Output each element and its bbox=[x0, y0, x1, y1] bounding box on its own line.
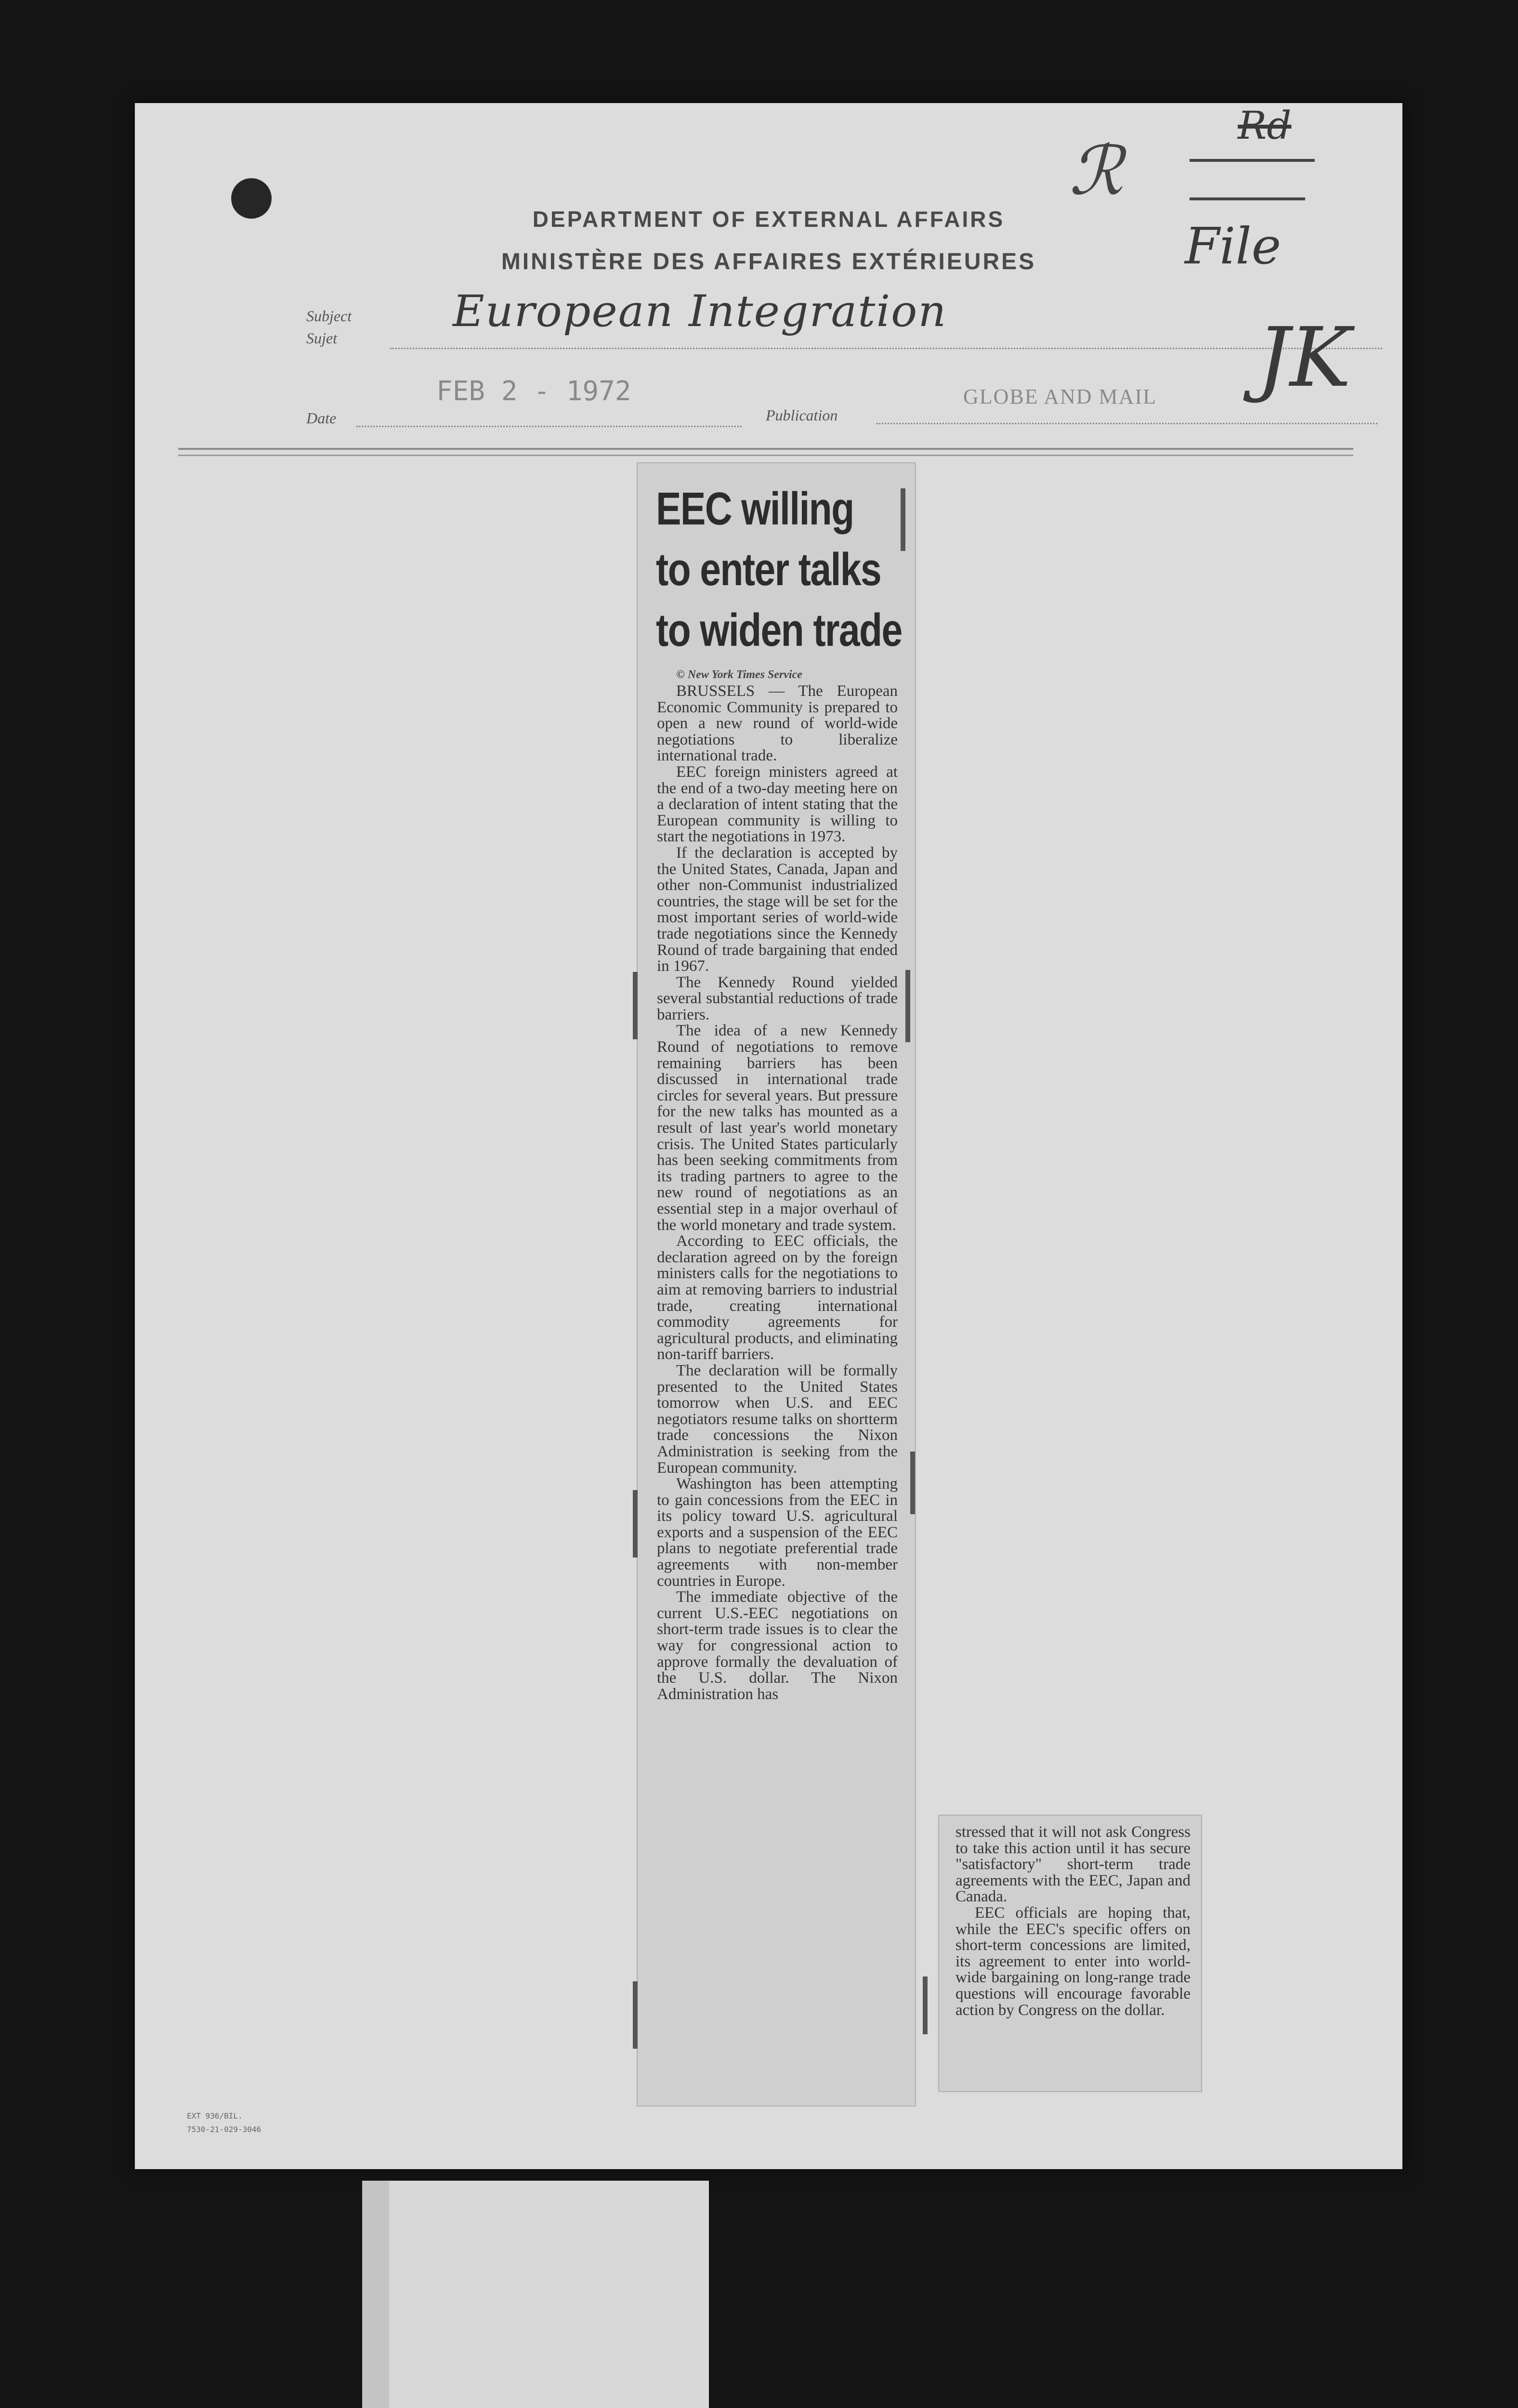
index-card-tab bbox=[362, 2181, 709, 2408]
article-paragraph: Washington has been attempting to gain concessions from the EEC in its policy toward U.S. agricultural exports and a suspension of the EEC plans to negotiate preferential trade agreements with non-member countries in Europe. bbox=[657, 1475, 898, 1590]
publication-value: GLOBE AND MAIL bbox=[963, 385, 1157, 408]
handwritten-note-file: File bbox=[1185, 217, 1282, 275]
form-number-line-1: EXT 936/BIL. bbox=[187, 2111, 243, 2120]
newspaper-clipping-continued bbox=[938, 1815, 1202, 2092]
margin-mark bbox=[901, 488, 905, 551]
margin-mark bbox=[633, 1490, 638, 1557]
article-paragraph: According to EEC officials, the declaration agreed on by the foreign ministers calls for the negotiations to aim at removing barriers to industrial trade, creating international commodity agreements for agricultural products, and eliminating non-tariff barriers. bbox=[657, 1232, 898, 1363]
margin-mark bbox=[923, 1976, 928, 2034]
date-value: FEB 2 - 1972 bbox=[436, 376, 631, 407]
form-number-line-2: 7530-21-029-3046 bbox=[187, 2125, 262, 2134]
publication-label: Publication bbox=[766, 406, 838, 424]
article-credit: © New York Times Service bbox=[676, 668, 802, 681]
newspaper-clipping bbox=[637, 462, 916, 2107]
margin-mark bbox=[910, 1452, 915, 1514]
article-continuation bbox=[939, 1816, 1201, 2018]
date-label: Date bbox=[306, 409, 337, 427]
article-paragraph: stressed that it will not ask Congress to take this action until it has secure "satisfactory" short-term trade agreements with the EEC, Japan and Canada. bbox=[955, 1823, 1191, 1906]
index-card-tab-edge bbox=[362, 2181, 389, 2408]
article-paragraph: The idea of a new Kennedy Round of negotiations to remove remaining barriers has been discussed in international trade circles for several years. But pressure for the new talks has mounted as a result of last year's world monetary crisis. The United States particularly has been seeking commitments from its trading partners to agree to the new round of negotiations as an essential step in a major overhaul of the world monetary and trade system. bbox=[657, 1022, 898, 1234]
headline-line-3: to widen trade bbox=[656, 604, 902, 656]
article-paragraph: If the declaration is accepted by the United States, Canada, Japan and other non-Communist industrialized countries, the stage will be set for the most important series of world-wide trade negotiations since the Kennedy Round of trade bargaining that ended in 1967. bbox=[657, 844, 898, 975]
strike-line-2 bbox=[1190, 197, 1305, 200]
document-sheet bbox=[135, 103, 1402, 2169]
headline-line-1: EEC willing bbox=[656, 483, 854, 535]
margin-mark bbox=[633, 1981, 638, 2049]
handwritten-note-rd: Rd bbox=[1238, 103, 1292, 148]
date-rule bbox=[356, 426, 742, 427]
article-body bbox=[638, 683, 915, 1702]
article-paragraph: EEC officials are hoping that, while the EEC's specific offers on short-term concessions are limited, its agreement to enter into world-wide bargaining on long-range trade questions will encourage favorable action by Congress on the dollar. bbox=[955, 1904, 1191, 2019]
headline-line-2: to enter talks bbox=[656, 544, 881, 595]
margin-mark bbox=[633, 972, 638, 1039]
publication-rule bbox=[877, 423, 1377, 424]
subject-rule bbox=[390, 348, 1382, 349]
subject-label-en: Subject bbox=[306, 307, 352, 325]
department-title-en: DEPARTMENT OF EXTERNAL AFFAIRS bbox=[532, 207, 1005, 232]
article-headline bbox=[656, 479, 916, 661]
article-paragraph: BRUSSELS — The European Economic Community is prepared to open a new round of world-wide negotiations to liberalize international trade. bbox=[657, 682, 898, 765]
handwritten-initials: JK bbox=[1257, 310, 1351, 406]
margin-mark bbox=[905, 970, 910, 1042]
header-double-rule bbox=[178, 448, 1353, 456]
article-paragraph: The declaration will be formally presented to the United States tomorrow when U.S. and EEC negotiators resume talks on shortterm trade concessions the Nixon Administration is seeking from the European community. bbox=[657, 1361, 898, 1477]
subject-label-fr: Sujet bbox=[306, 329, 337, 347]
form-number bbox=[187, 2109, 261, 2136]
handwritten-squiggle: ℛ bbox=[1069, 132, 1123, 210]
article-paragraph: The immediate objective of the current U.S.-EEC negotiations on short-term trade issues is to clear the way for congressional action to approve formally the devaluation of the U.S. dollar. The Nixon Administration has bbox=[657, 1588, 898, 1703]
department-title-fr: MINISTÈRE DES AFFAIRES EXTÉRIEURES bbox=[501, 249, 1036, 275]
article-paragraph: The Kennedy Round yielded several substantial reductions of trade barriers. bbox=[657, 973, 898, 1023]
article-paragraph: EEC foreign ministers agreed at the end of a two-day meeting here on a declaration of intent stating that the European community is willing to start the negotiations in 1973. bbox=[657, 763, 898, 846]
subject-value: European Integration bbox=[453, 286, 947, 337]
strike-line-1 bbox=[1190, 159, 1315, 162]
